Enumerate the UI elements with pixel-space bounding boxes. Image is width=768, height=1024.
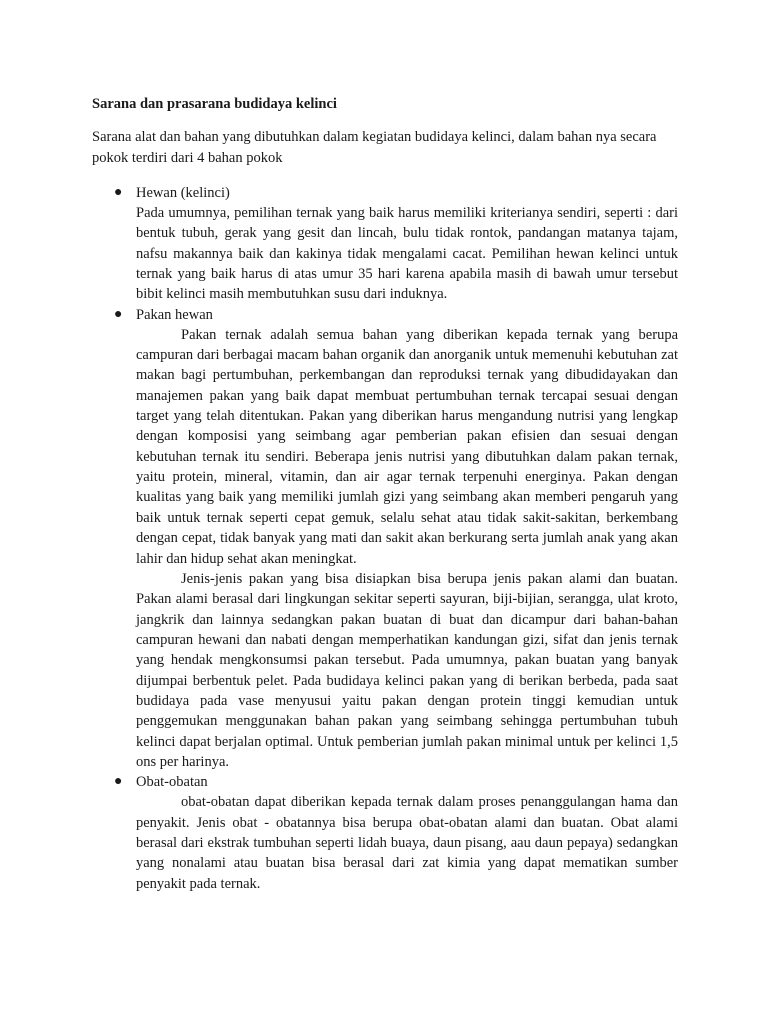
bullet-list: [92, 183, 678, 894]
list-item-obat: [92, 772, 678, 894]
list-item-hewan: [92, 183, 678, 305]
bullet-icon: ●: [114, 306, 123, 322]
list-item-title: Hewan (kelinci): [136, 185, 230, 201]
list-item-title: Pakan hewan: [136, 306, 213, 323]
list-item-paragraph: obat-obatan dapat diberikan kepada ternak dalam proses penanggulangan hama dan penyakit. Jenis obat - obatannya bisa berupa obat-obatan alami dan buatan. Obat alami berasal dari ekstrak tumbuhan seperti lidah buaya, daun pisang, aau daun pepaya) sedangkan yang nonalami atau buatan bisa berasal dari zat kimia yang dapat mematikan sumber penyakit pada ternak.: [136, 794, 678, 892]
list-item-title: Obat-obatan: [136, 774, 208, 791]
list-item-paragraph: Pakan ternak adalah semua bahan yang diberikan kepada ternak yang berupa campuran dari berbagai macam bahan organik dan anorganik untuk memenuhi kebutuhan zat makan bagi pertumbuhan, perkembangan dan reproduksi ternak yang dibudidayakan dan manajemen pakan yang baik dapat membuat pertumbuhan ternak tercapai sesuai dengan target yang telah ditentukan. Pakan yang diberikan harus mengandung nutrisi yang lengkap dengan komposisi yang seimbang agar pemberian pakan efisien dan sesuai dengan kebutuhan ternak itu sendiri. Beberapa jenis nutrisi yang dibutuhkan dalam pakan ternak, yaitu protein, mineral, vitamin, dan air agar ternak terpenuhi energinya. Pakan dengan kualitas yang baik yang memiliki jumlah gizi yang seimbang akan memberi pengaruh yang baik untuk ternak seperti cepat gemuk, selalu sehat atau tidak sakit-sakitan, berkembang dengan cepat, tidak banyak yang mati dan sakit akan berkurang serta jumlah anak yang akan lahir dan hidup sehat akan meningkat.: [136, 326, 678, 567]
bullet-icon: ●: [114, 185, 123, 200]
list-item-paragraph: Jenis-jenis pakan yang bisa disiapkan bisa berupa jenis pakan alami dan buatan. Pakan alami berasal dari lingkungan sekitar seperti sayuran, biji-bijian, serangga, ulat kroto, jangkrik dan lainnya sedangkan pakan buatan di buat dan dicampur dari bahan-bahan campuran hewani dan nabati dengan memperhatikan kandungan gizi, sifat dan jenis ternak yang hendak mengkonsumsi pakan tersebut. Pada umumnya, pakan buatan yang banyak dijumpai berbentuk pelet. Pada budidaya kelinci pakan yang di berikan berbeda, pada saat budidaya pada vase menyusui yaitu pakan dengan protein tinggi kemudian untuk penggemukan menggunakan bahan pakan yang seimbang sehingga pertumbuhan tubuh kelinci dapat berjalan optimal. Untuk pemberian jumlah pakan minimal untuk per kelinci 1,5 ons per harinya.: [136, 570, 678, 770]
bullet-icon: ●: [114, 774, 123, 790]
list-item-pakan: [92, 305, 678, 773]
list-item-paragraph: Pada umumnya, pemilihan ternak yang baik harus memiliki kriterianya sendiri, seperti : dari bentuk tubuh, gerak yang gesit dan lincah, bulu tidak rontok, pandangan matanya tajam, nafsu makannya baik dan kakinya tidak mengalami cacat. Pemilihan hewan kelinci untuk ternak yang baik harus di atas umur 35 hari karena apabila masih di bawah umur tersebut bibit kelinci masih membutuhkan susu dari induknya.: [136, 205, 678, 303]
intro-paragraph: Sarana alat dan bahan yang dibutuhkan dalam kegiatan budidaya kelinci, dalam bahan nya secara pokok terdiri dari 4 bahan pokok: [92, 129, 657, 166]
document-title: Sarana dan prasarana budidaya kelinci: [92, 96, 337, 112]
